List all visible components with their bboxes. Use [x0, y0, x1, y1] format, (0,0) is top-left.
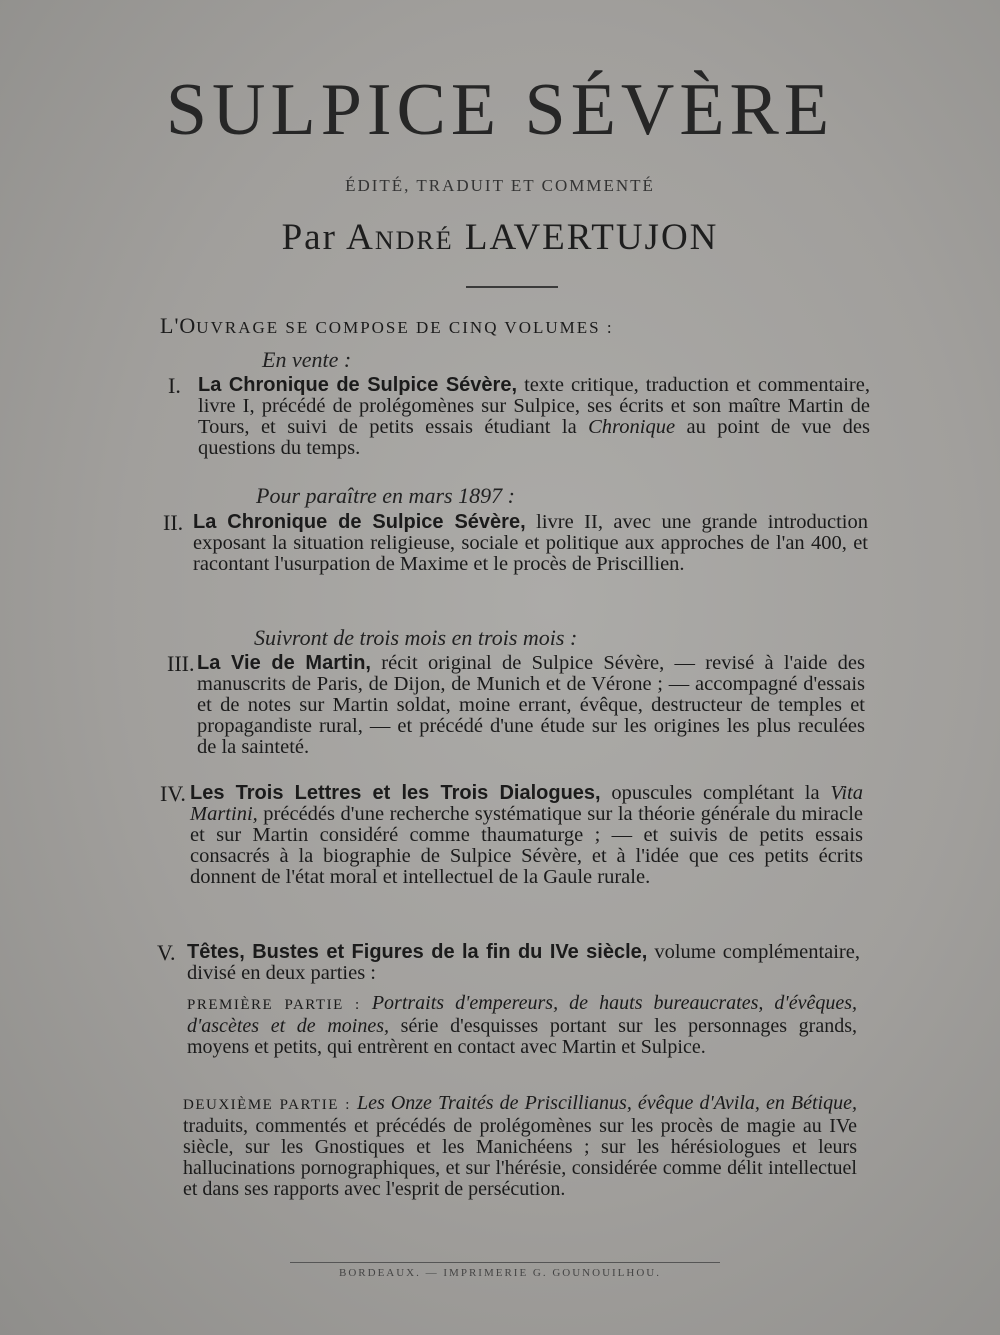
- subtitle: ÉDITÉ, TRADUIT ET COMMENTÉ: [345, 176, 655, 195]
- section-pour-paraitre: Pour paraître en mars 1897 :: [256, 483, 515, 508]
- author-prefix: Par: [281, 217, 337, 258]
- volume-text-2: précédés d'une recherche systématique sur la théorie générale du miracle et sur Martin considéré comme thaumaturge ; — et suivis de petits essais consacrés à la biographie de Sulpice Sévère, et à l'idée que ces petits écrits donnent de l'état moral et intellectuel de la Gaule rurale.: [190, 803, 863, 888]
- part-label: DEUXIÈME PARTIE :: [183, 1097, 351, 1113]
- volume-item: [163, 510, 869, 575]
- volume-item: [167, 651, 865, 758]
- volume-text-2: au point de vue des questions du temps.: [198, 416, 870, 459]
- part-item: [187, 993, 857, 1058]
- volume-text: volume complémentaire, divisé en deux parties :: [187, 941, 860, 984]
- volume-item: [157, 940, 860, 984]
- volume-text: opuscules complétant la: [600, 782, 831, 804]
- volume-text: récit original de Sulpice Sévère, — revisé à l'aide des manuscrits de Paris, de Dijon, de Munich et de Vérone ; — accompagné d'essais et de notes sur Martin soldat, moine errant, évêque, destructeur de temples et propagandiste rural, — et précédé d'une étude sur les origines les plus reculées de la sainteté.: [197, 652, 865, 758]
- volume-text: livre II, avec une grande introduction exposant la situation religieuse, sociale et politique aux approches de l'an 400, et racontant l'usurpation de Maxime et le procès de Priscillien.: [193, 511, 869, 575]
- volume-number: III.: [167, 651, 195, 676]
- volume-lead: Les Trois Lettres et les Trois Dialogues,: [190, 782, 601, 804]
- volume-number: V.: [157, 940, 176, 965]
- part-label: PREMIÈRE PARTIE :: [187, 997, 361, 1013]
- volume-number: IV.: [160, 781, 186, 806]
- volume-item: [168, 373, 870, 459]
- part-italic: Portraits d'empereurs, de hauts bureaucrates, d'évêques, d'ascètes et de moines,: [187, 992, 858, 1037]
- author-line: [0, 216, 1000, 259]
- part-text: traduits, commentés et précédés de prolégomènes sur les procès de magie au IVe siècle, sur les Gnostiques et les Manichéens ; sur les hérésiologues et leurs hallucinations pornographiques, et sur l'hérésie, considérée comme délit intellectuel et dans ses rapports avec l'esprit de persécution.: [183, 1115, 857, 1200]
- author-first-initial: A: [346, 217, 375, 258]
- volume-number: I.: [168, 373, 181, 398]
- volume-number: II.: [163, 510, 184, 535]
- volume-text: texte critique, traduction et commentaire, livre I, précédé de prolégomènes sur Sulpice, ses écrits et son maître Martin de Tours, et suivi de petits essais étudiant la: [198, 374, 870, 438]
- volume-item: [160, 781, 863, 888]
- section-suivront: Suivront de trois mois en trois mois :: [254, 625, 578, 650]
- author-last-name: LAVERTUJON: [464, 217, 719, 258]
- volume-lead: La Chronique de Sulpice Sévère,: [193, 511, 526, 533]
- author-first-rest: NDRÉ: [374, 226, 454, 255]
- part-item: [183, 1093, 857, 1200]
- footer-divider: [290, 1262, 720, 1263]
- volume-lead: Têtes, Bustes et Figures de la fin du IVe siècle,: [187, 941, 648, 963]
- volume-italic: Chronique: [588, 416, 676, 438]
- intro-first-letters: L'O: [160, 313, 197, 338]
- intro-line: [160, 313, 614, 339]
- intro-rest: UVRAGE SE COMPOSE DE CINQ VOLUMES :: [196, 318, 614, 337]
- volume-lead: La Vie de Martin,: [197, 652, 371, 674]
- part-text: série d'esquisses portant sur les personnages grands, moyens et petits, qui entrèrent en contact avec Martin et Sulpice.: [187, 1015, 857, 1058]
- part-italic: Les Onze Traités de Priscillianus, évêque d'Avila, en Bétique,: [350, 1092, 857, 1114]
- title-divider: [466, 286, 558, 288]
- volume-lead: La Chronique de Sulpice Sévère,: [198, 374, 517, 396]
- volume-italic: Vita Martini,: [190, 782, 863, 825]
- section-en-vente: En vente :: [262, 347, 352, 372]
- book-title: SULPICE SÉVÈRE: [165, 69, 835, 151]
- printer-footer: BORDEAUX. — IMPRIMERIE G. GOUNOUILHOU.: [339, 1267, 661, 1279]
